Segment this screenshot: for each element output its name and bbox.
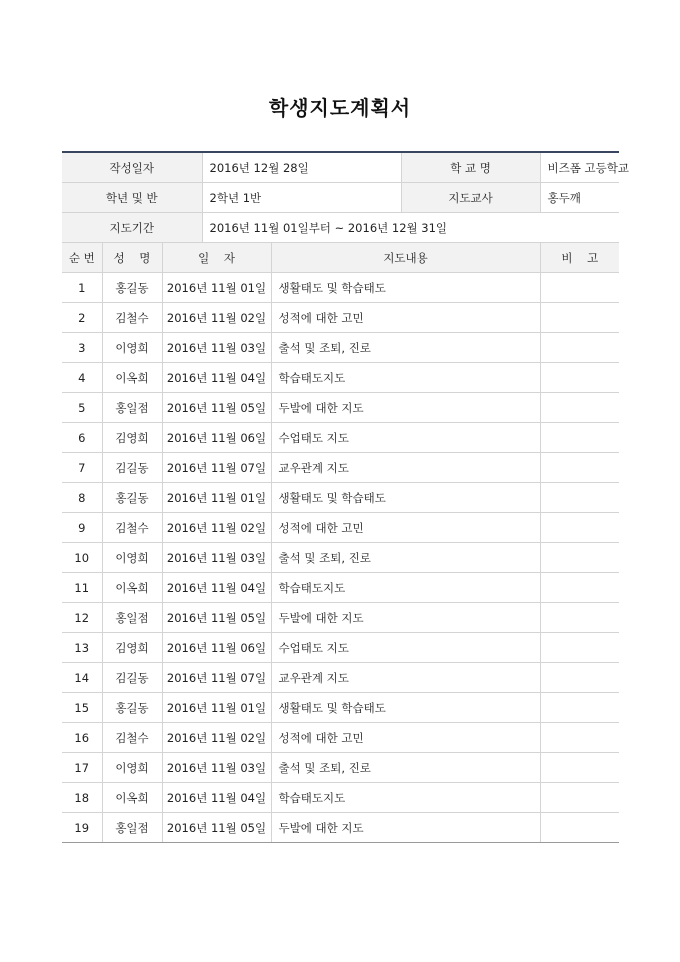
remark [540,303,619,333]
student-name: 이옥희 [102,783,162,813]
school-value: 비즈폼 고등학교 [540,152,619,183]
student-name: 이옥희 [102,363,162,393]
guidance-date: 2016년 11월 03일 [162,333,271,363]
student-name: 홍일점 [102,603,162,633]
guidance-content: 출석 및 조퇴, 진로 [271,753,540,783]
guidance-date: 2016년 11월 04일 [162,573,271,603]
student-name: 김길동 [102,453,162,483]
table-row [62,393,619,423]
row-number: 11 [62,573,102,603]
table-row [62,573,619,603]
table-row [62,813,619,843]
guidance-plan-table [62,151,629,843]
table-row [62,303,619,333]
guidance-date: 2016년 11월 05일 [162,603,271,633]
remark [540,663,619,693]
row-number: 10 [62,543,102,573]
guidance-content: 성적에 대한 고민 [271,723,540,753]
date-label: 작성일자 [62,152,202,183]
guidance-date: 2016년 11월 02일 [162,303,271,333]
student-name: 김철수 [102,303,162,333]
class-label: 학년 및 반 [62,183,202,213]
row-number: 13 [62,633,102,663]
student-name: 김철수 [102,723,162,753]
table-row [62,603,619,633]
guidance-content: 출석 및 조퇴, 진로 [271,543,540,573]
student-name: 김영희 [102,633,162,663]
table-row [62,723,619,753]
row-number: 4 [62,363,102,393]
table-row [62,693,619,723]
remark [540,753,619,783]
guidance-date: 2016년 11월 01일 [162,693,271,723]
remark [540,333,619,363]
guidance-content: 생활태도 및 학습태도 [271,693,540,723]
table-row [62,543,619,573]
remark [540,783,619,813]
row-number: 5 [62,393,102,423]
row-number: 19 [62,813,102,843]
table-row [62,663,619,693]
teacher-label: 지도교사 [401,183,540,213]
row-number: 1 [62,273,102,303]
guidance-content: 두발에 대한 지도 [271,393,540,423]
remark [540,423,619,453]
remark [540,573,619,603]
student-name: 홍일점 [102,813,162,843]
remark [540,453,619,483]
remark [540,543,619,573]
info-row-period [62,213,619,243]
remark [540,603,619,633]
guidance-date: 2016년 11월 03일 [162,753,271,783]
guidance-content: 출석 및 조퇴, 진로 [271,333,540,363]
guidance-content: 교우관계 지도 [271,663,540,693]
table-row [62,423,619,453]
guidance-date: 2016년 11월 04일 [162,363,271,393]
row-number: 17 [62,753,102,783]
period-label: 지도기간 [62,213,202,243]
period-value: 2016년 11월 01일부터 ~ 2016년 12월 31일 [202,213,619,243]
guidance-date: 2016년 11월 04일 [162,783,271,813]
date-value: 2016년 12월 28일 [202,152,401,183]
remark [540,513,619,543]
remark [540,633,619,663]
guidance-date: 2016년 11월 07일 [162,663,271,693]
info-row-date [62,152,619,183]
table-row [62,273,619,303]
guidance-content: 성적에 대한 고민 [271,513,540,543]
guidance-content: 교우관계 지도 [271,453,540,483]
student-name: 이옥희 [102,573,162,603]
row-number: 3 [62,333,102,363]
table-row [62,333,619,363]
guidance-date: 2016년 11월 01일 [162,273,271,303]
guidance-date: 2016년 11월 02일 [162,723,271,753]
student-name: 이영희 [102,753,162,783]
guidance-date: 2016년 11월 06일 [162,423,271,453]
guidance-date: 2016년 11월 06일 [162,633,271,663]
row-number: 16 [62,723,102,753]
guidance-content: 두발에 대한 지도 [271,813,540,843]
student-name: 홍길동 [102,273,162,303]
school-label: 학 교 명 [401,152,540,183]
guidance-content: 성적에 대한 고민 [271,303,540,333]
guidance-content: 수업태도 지도 [271,423,540,453]
student-name: 홍길동 [102,483,162,513]
student-name: 김영희 [102,423,162,453]
header-note: 비 고 [540,243,619,273]
guidance-date: 2016년 11월 05일 [162,393,271,423]
teacher-value: 홍두깨 [540,183,619,213]
row-number: 14 [62,663,102,693]
guidance-content: 학습태도지도 [271,573,540,603]
header-date: 일 자 [162,243,271,273]
row-number: 7 [62,453,102,483]
guidance-date: 2016년 11월 01일 [162,483,271,513]
guidance-content: 생활태도 및 학습태도 [271,483,540,513]
guidance-content: 학습태도지도 [271,363,540,393]
guidance-content: 학습태도지도 [271,783,540,813]
remark [540,813,619,843]
row-number: 9 [62,513,102,543]
table-row [62,363,619,393]
table-row [62,783,619,813]
guidance-content: 생활태도 및 학습태도 [271,273,540,303]
row-number: 8 [62,483,102,513]
guidance-content: 두발에 대한 지도 [271,603,540,633]
guidance-date: 2016년 11월 02일 [162,513,271,543]
table-row [62,633,619,663]
column-header-row [62,243,619,273]
table-row [62,453,619,483]
student-name: 홍길동 [102,693,162,723]
header-content: 지도내용 [271,243,540,273]
remark [540,693,619,723]
row-number: 6 [62,423,102,453]
remark [540,393,619,423]
guidance-date: 2016년 11월 03일 [162,543,271,573]
student-name: 김철수 [102,513,162,543]
row-number: 15 [62,693,102,723]
info-row-class [62,183,619,213]
guidance-date: 2016년 11월 07일 [162,453,271,483]
header-name: 성 명 [102,243,162,273]
remark [540,273,619,303]
class-value: 2학년 1반 [202,183,401,213]
document-title: 학생지도계획서 [268,96,412,120]
table-row [62,513,619,543]
row-number: 18 [62,783,102,813]
table-row [62,483,619,513]
row-number: 2 [62,303,102,333]
table-row [62,753,619,783]
guidance-date: 2016년 11월 05일 [162,813,271,843]
row-number: 12 [62,603,102,633]
header-no: 순 번 [62,243,102,273]
student-name: 이영희 [102,333,162,363]
student-name: 이영희 [102,543,162,573]
remark [540,723,619,753]
student-name: 김길동 [102,663,162,693]
guidance-content: 수업태도 지도 [271,633,540,663]
student-name: 홍일점 [102,393,162,423]
remark [540,363,619,393]
remark [540,483,619,513]
